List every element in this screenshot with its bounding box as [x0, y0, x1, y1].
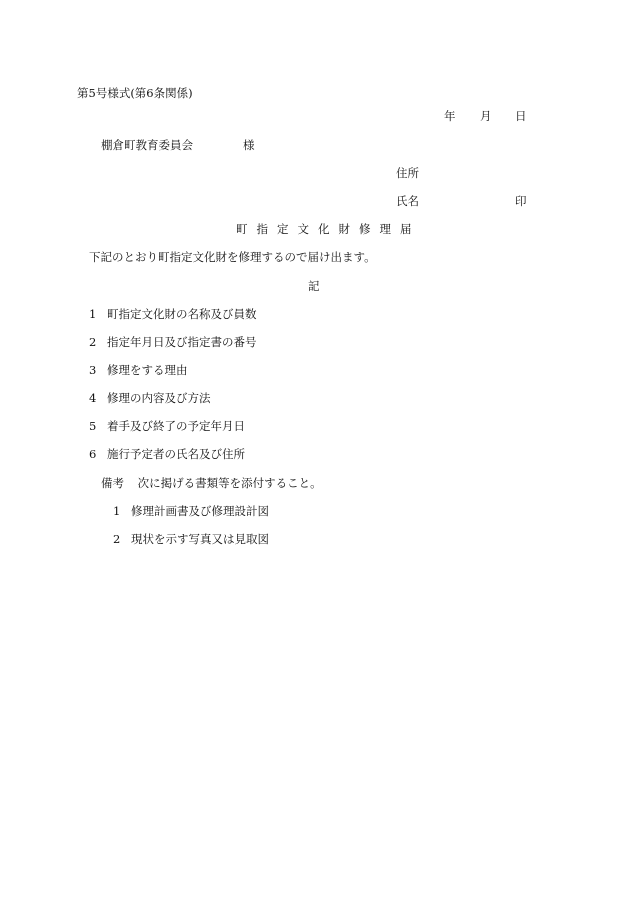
form-title-char: 指	[256, 222, 268, 236]
list-item: 6 施行予定者の氏名及び住所	[89, 447, 245, 461]
addressee-name: 棚倉町教育委員会	[101, 138, 193, 152]
remarks-item: 1 修理計画書及び修理設計図	[113, 504, 269, 518]
ki-heading: 記	[308, 279, 320, 293]
form-title-char: 町	[236, 222, 248, 236]
form-title-char: 理	[379, 222, 391, 236]
form-title-char: 定	[277, 222, 289, 236]
addressee-honorific: 様	[243, 138, 255, 152]
date-day-label: 日	[515, 109, 527, 123]
date-month-label: 月	[480, 109, 492, 123]
remarks-text: 次に掲げる書類等を添付すること。	[137, 476, 322, 490]
form-title-char: 修	[359, 222, 371, 236]
list-item: 2 指定年月日及び指定書の番号	[89, 335, 257, 349]
remarks-line	[101, 476, 322, 490]
name-label: 氏名	[396, 194, 419, 208]
intro-text: 下記のとおり町指定文化財を修理するので届け出ます。	[89, 250, 376, 264]
list-item: 1 町指定文化財の名称及び員数	[89, 307, 257, 321]
address-label: 住所	[396, 166, 419, 180]
date-year-label: 年	[444, 109, 456, 123]
form-title-char: 財	[338, 222, 350, 236]
form-title-char: 化	[318, 222, 330, 236]
remarks-item: 2 現状を示す写真又は見取図	[113, 532, 269, 546]
form-number: 第5号様式(第6条関係)	[77, 86, 193, 100]
remarks-label: 備考	[101, 476, 124, 490]
form-title-char: 届	[400, 222, 412, 236]
list-item: 5 着手及び終了の予定年月日	[89, 419, 245, 433]
form-title	[236, 222, 412, 236]
seal-label: 印	[515, 194, 527, 208]
form-title-char: 文	[297, 222, 309, 236]
list-item: 3 修理をする理由	[89, 363, 188, 377]
list-item: 4 修理の内容及び方法	[89, 391, 211, 405]
